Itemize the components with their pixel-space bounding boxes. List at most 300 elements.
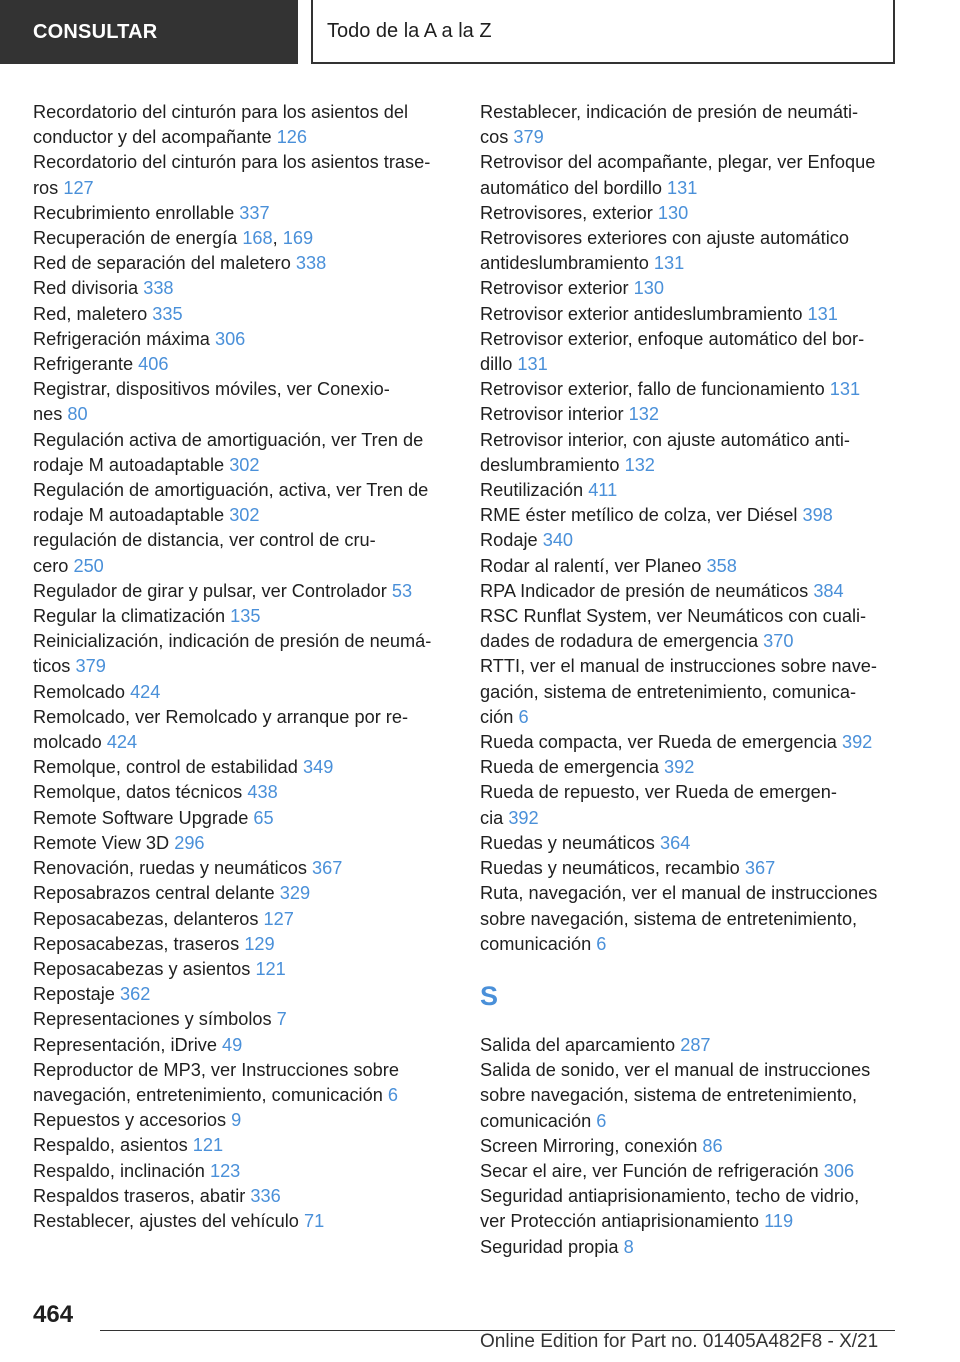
index-entry-text: RSC Runflat System, ver Neumáticos con cuali- bbox=[480, 606, 867, 627]
index-entry-text: Salida de sonido, ver el manual de instrucciones bbox=[480, 1060, 871, 1081]
index-entry-text: Retrovisor interior bbox=[480, 404, 624, 425]
index-entry-line bbox=[480, 1109, 900, 1134]
index-entry bbox=[33, 1159, 463, 1184]
index-entry-text: comunicación bbox=[480, 1110, 592, 1131]
index-entry-text: sobre navegación, sistema de entretenimiento, bbox=[480, 908, 858, 929]
page-reference-link[interactable]: 340 bbox=[542, 530, 574, 551]
index-entry-line bbox=[480, 478, 900, 503]
index-entry bbox=[33, 150, 463, 200]
index-entry-text: Retrovisores exteriores con ajuste automático bbox=[480, 228, 849, 249]
index-entry-text: Retrovisor del acompañante, plegar, ver Enfoque bbox=[480, 152, 876, 173]
index-entry-text: Ruedas y neumáticos bbox=[480, 832, 655, 853]
index-entry-line bbox=[33, 402, 463, 427]
index-entry-text: dillo bbox=[480, 354, 513, 375]
page-reference-link[interactable]: 306 bbox=[823, 1160, 855, 1181]
section-letter: S bbox=[480, 980, 499, 1011]
index-entry bbox=[33, 1108, 463, 1133]
index-entry-text: Red divisoria bbox=[33, 278, 139, 299]
page-reference-link[interactable]: 126 bbox=[276, 127, 308, 148]
index-entry-text: Respaldos traseros, abatir bbox=[33, 1185, 246, 1206]
page-reference-link[interactable]: 287 bbox=[680, 1034, 711, 1055]
index-entry-text: Salida del aparcamiento bbox=[480, 1034, 676, 1055]
index-entry-text: Rodar al ralentí, ver Planeo bbox=[480, 555, 702, 576]
page-reference-link[interactable]: 302 bbox=[229, 505, 260, 526]
page-reference-link[interactable]: 132 bbox=[624, 454, 655, 475]
index-entry-line bbox=[480, 352, 900, 377]
index-entry-line bbox=[33, 327, 463, 352]
index-entry-text: ros bbox=[33, 177, 59, 198]
index-entry-text: antideslumbramiento bbox=[480, 253, 649, 274]
page-reference-link[interactable]: 358 bbox=[706, 555, 737, 576]
index-entry-line bbox=[33, 730, 463, 755]
index-entry-line bbox=[33, 1033, 463, 1058]
index-entry-text: Renovación, ruedas y neumáticos bbox=[33, 858, 307, 879]
index-entry-text: ción bbox=[480, 706, 514, 727]
index-entry-text: Remolque, datos técnicos bbox=[33, 782, 243, 803]
page-reference-link[interactable]: 338 bbox=[143, 278, 174, 299]
index-entry bbox=[480, 1033, 900, 1058]
index-entry-line bbox=[480, 1209, 900, 1234]
index-entry bbox=[480, 730, 900, 755]
index-entry-line bbox=[33, 1133, 463, 1158]
index-entry-text: cos bbox=[480, 127, 509, 148]
page-reference-link[interactable]: 438 bbox=[247, 782, 278, 803]
index-entry-text: RTTI, ver el manual de instrucciones sobre nave- bbox=[480, 656, 877, 677]
index-entry-line bbox=[480, 377, 900, 402]
page-reference-link[interactable]: 302 bbox=[229, 454, 260, 475]
page-reference-link[interactable]: 131 bbox=[807, 303, 838, 324]
index-entry bbox=[33, 680, 463, 705]
index-entry-line bbox=[33, 1007, 463, 1032]
index-group-r bbox=[480, 100, 900, 957]
index-entry bbox=[33, 302, 463, 327]
index-entry bbox=[480, 327, 900, 377]
page-reference-link[interactable]: 424 bbox=[106, 732, 138, 753]
index-entry-text: Recordatorio del cinturón para los asientos del bbox=[33, 102, 409, 122]
index-entry-line bbox=[33, 1058, 463, 1083]
index-entry-line bbox=[33, 982, 463, 1007]
index-entry bbox=[480, 402, 900, 427]
index-entry bbox=[33, 251, 463, 276]
index-entry-line bbox=[480, 604, 900, 629]
index-entry bbox=[33, 100, 463, 150]
index-column-right bbox=[480, 100, 900, 1260]
index-entry bbox=[33, 932, 463, 957]
index-entry-line bbox=[480, 780, 900, 805]
index-entry-line bbox=[480, 1235, 900, 1260]
index-entry bbox=[480, 579, 900, 604]
page-reference-link[interactable]: 119 bbox=[764, 1211, 794, 1232]
index-entry-line bbox=[480, 554, 900, 579]
index-entry bbox=[480, 201, 900, 226]
index-entry bbox=[33, 1133, 463, 1158]
page-reference-link[interactable]: 364 bbox=[659, 832, 691, 853]
index-entry-text: Screen Mirroring, conexión bbox=[480, 1135, 698, 1156]
index-entry bbox=[33, 604, 463, 629]
page-reference-link[interactable]: 6 bbox=[518, 706, 529, 727]
index-entry-text: nes bbox=[33, 404, 63, 425]
index-entry bbox=[480, 1184, 900, 1234]
page-reference-link[interactable]: 129 bbox=[244, 933, 275, 954]
index-entry-line bbox=[480, 1033, 900, 1058]
index-entry-text: navegación, entretenimiento, comunicación bbox=[33, 1084, 383, 1105]
index-entry-line bbox=[480, 579, 900, 604]
index-entry-line bbox=[33, 554, 463, 579]
page-reference-link[interactable]: 49 bbox=[222, 1034, 243, 1055]
index-entry-text: Retrovisor exterior antideslumbramiento bbox=[480, 303, 803, 324]
index-entry bbox=[33, 907, 463, 932]
index-entry-line bbox=[33, 680, 463, 705]
index-entry bbox=[33, 579, 463, 604]
index-entry-text: Reposacabezas, delanteros bbox=[33, 908, 259, 929]
index-entry-line bbox=[480, 1184, 900, 1209]
index-entry-line bbox=[480, 176, 900, 201]
index-entry-line bbox=[33, 806, 463, 831]
index-entry-text: Repuestos y accesorios bbox=[33, 1110, 227, 1131]
page-reference-link[interactable]: 336 bbox=[250, 1185, 281, 1206]
index-entry-text: Ruedas y neumáticos, recambio bbox=[480, 858, 740, 879]
index-entry bbox=[33, 201, 463, 226]
index-entry-text: Retrovisores, exterior bbox=[480, 202, 653, 223]
index-entry-line bbox=[33, 302, 463, 327]
page-reference-link[interactable]: 131 bbox=[517, 354, 548, 375]
index-entry-text: Retrovisor exterior, enfoque automático del bor- bbox=[480, 328, 865, 349]
index-entry bbox=[33, 1058, 463, 1108]
index-entry bbox=[480, 100, 900, 150]
index-entry-text: Secar el aire, ver Función de refrigeración bbox=[480, 1160, 819, 1181]
index-entry bbox=[480, 831, 900, 856]
index-entry-line bbox=[33, 428, 463, 453]
index-entry-line bbox=[480, 806, 900, 831]
index-entry-text: cia bbox=[480, 807, 504, 828]
index-entry-text: Restablecer, indicación de presión de neumáti- bbox=[480, 102, 859, 122]
index-entry-text: Red, maletero bbox=[33, 303, 148, 324]
page-reference-link[interactable]: 362 bbox=[119, 984, 151, 1005]
index-entry bbox=[33, 1209, 463, 1234]
page-reference-link[interactable]: 411 bbox=[588, 480, 618, 501]
index-entry-text: Remolque, control de estabilidad bbox=[33, 757, 298, 778]
index-entry-line bbox=[33, 604, 463, 629]
index-entry bbox=[33, 377, 463, 427]
index-entry-line bbox=[480, 428, 900, 453]
page-reference-link[interactable]: 132 bbox=[628, 404, 659, 425]
index-entry bbox=[33, 478, 463, 528]
page-number: 464 bbox=[33, 1301, 74, 1328]
page-reference-link[interactable]: 379 bbox=[513, 127, 544, 148]
index-entry-text: Reposabrazos central delante bbox=[33, 883, 275, 904]
index-entry bbox=[480, 755, 900, 780]
index-entry-line bbox=[480, 1134, 900, 1159]
index-entry-text: Remolcado bbox=[33, 681, 125, 702]
page-reference-link[interactable]: 349 bbox=[302, 757, 334, 778]
index-entry-text: Recuperación de energía bbox=[33, 228, 238, 249]
page-reference-link[interactable]: 86 bbox=[702, 1135, 723, 1156]
page-reference-link[interactable]: 367 bbox=[744, 858, 776, 879]
page-reference-link[interactable]: 131 bbox=[667, 177, 698, 198]
index-entry bbox=[33, 831, 463, 856]
index-entry-text: Restablecer, ajustes del vehículo bbox=[33, 1210, 299, 1231]
index-entry bbox=[480, 554, 900, 579]
page-reference-link[interactable]: 335 bbox=[152, 303, 183, 324]
index-entry-line bbox=[480, 654, 900, 679]
index-entry-text: Refrigerante bbox=[33, 354, 134, 375]
index-entry-line bbox=[480, 705, 900, 730]
index-entry bbox=[480, 780, 900, 830]
index-entry bbox=[33, 806, 463, 831]
index-entry-line bbox=[480, 1058, 900, 1083]
index-entry-text: regulación de distancia, ver control de cru- bbox=[33, 530, 376, 551]
index-entry-text: Red de separación del maletero bbox=[33, 253, 291, 274]
index-entry-text: rodaje M autoadaptable bbox=[33, 505, 225, 526]
index-entry bbox=[480, 654, 900, 730]
page-reference-link[interactable]: 370 bbox=[763, 631, 794, 652]
page-reference-link[interactable]: 7 bbox=[276, 1009, 287, 1030]
page-reference-link[interactable]: 6 bbox=[387, 1084, 399, 1105]
index-entry-line bbox=[33, 503, 463, 528]
index-entry bbox=[480, 1235, 900, 1260]
page-reference-link[interactable]: 123 bbox=[209, 1160, 241, 1181]
index-entry-text: Recordatorio del cinturón para los asientos trase- bbox=[33, 152, 431, 173]
page-reference-link[interactable]: 168 bbox=[242, 228, 273, 249]
index-entry-line bbox=[33, 629, 463, 654]
index-entry-line bbox=[33, 856, 463, 881]
index-entry bbox=[480, 528, 900, 553]
index-entry-line bbox=[33, 1083, 463, 1108]
index-entry bbox=[480, 377, 900, 402]
index-entry-line bbox=[480, 226, 900, 251]
page-reference-link[interactable]: 250 bbox=[73, 555, 104, 576]
index-entry-text: Respaldo, inclinación bbox=[33, 1160, 205, 1181]
page-reference-link[interactable]: 392 bbox=[664, 757, 695, 778]
index-entry-text: Regulación de amortiguación, activa, ver Tren de bbox=[33, 480, 429, 501]
index-entry-text: Remolcado, ver Remolcado y arranque por re- bbox=[33, 706, 409, 727]
page-reference-link[interactable]: 121 bbox=[192, 1135, 224, 1156]
index-entry-line bbox=[33, 705, 463, 730]
index-entry-text: cero bbox=[33, 555, 69, 576]
index-entry-line bbox=[480, 327, 900, 352]
page-reference-link[interactable]: 80 bbox=[67, 404, 88, 425]
index-entry-line bbox=[480, 201, 900, 226]
index-entry-line bbox=[480, 856, 900, 881]
index-entry-text: Seguridad antiaprisionamiento, techo de vidrio, bbox=[480, 1186, 860, 1207]
index-entry-line bbox=[33, 150, 463, 175]
page-reference-link[interactable]: 130 bbox=[657, 202, 689, 223]
index-entry-text: Rueda de emergencia bbox=[480, 757, 659, 778]
index-entry-line bbox=[33, 176, 463, 201]
page-reference-link[interactable]: 71 bbox=[303, 1210, 325, 1231]
index-entry bbox=[33, 352, 463, 377]
index-entry-line: Recuperación de energía 168, 169 bbox=[33, 228, 314, 249]
page-reference-link[interactable]: 127 bbox=[263, 908, 294, 929]
index-entry bbox=[33, 957, 463, 982]
edition-note: Online Edition for Part no. 01405A482F8 - X/21 bbox=[480, 1331, 879, 1352]
index-entry-line bbox=[480, 881, 900, 906]
index-entry-text: Remote View 3D bbox=[33, 832, 170, 853]
index-entry-line bbox=[480, 1159, 900, 1184]
index-entry-text: Regulación activa de amortiguación, ver Tren de bbox=[33, 429, 424, 450]
page-reference-link[interactable]: 6 bbox=[596, 933, 607, 954]
index-entry-text: ver Protección antiaprisionamiento bbox=[480, 1211, 760, 1232]
index-entry-line bbox=[33, 276, 463, 301]
index-column-left bbox=[33, 100, 463, 1234]
index-entry-line bbox=[480, 755, 900, 780]
page-reference-link[interactable]: 392 bbox=[508, 807, 539, 828]
index-entry-text: Retrovisor exterior bbox=[480, 278, 629, 299]
index-entry bbox=[33, 705, 463, 755]
index-entry-text: RPA Indicador de presión de neumáticos bbox=[480, 580, 809, 601]
index-entry bbox=[480, 1134, 900, 1159]
page-reference-link[interactable]: 337 bbox=[239, 202, 270, 223]
index-entry bbox=[480, 302, 900, 327]
index-entry bbox=[33, 226, 463, 251]
index-entry bbox=[480, 1159, 900, 1184]
index-entry-text: Retrovisor exterior, fallo de funcionamiento bbox=[480, 379, 825, 400]
index-entry-line bbox=[480, 907, 900, 932]
index-entry bbox=[33, 755, 463, 780]
index-entry-line bbox=[480, 528, 900, 553]
index-entry-text: rodaje M autoadaptable bbox=[33, 454, 225, 475]
index-entry-line bbox=[33, 654, 463, 679]
index-entry-text: Rueda compacta, ver Rueda de emergencia bbox=[480, 732, 837, 753]
index-entry-text: Regulador de girar y pulsar, ver Controlador bbox=[33, 580, 387, 601]
index-entry bbox=[480, 428, 900, 478]
index-entry-line bbox=[33, 1209, 463, 1234]
page-reference-link[interactable]: 169 bbox=[282, 228, 314, 249]
index-entry-text: Reproductor de MP3, ver Instrucciones sobre bbox=[33, 1059, 399, 1080]
index-entry-text: Reinicialización, indicación de presión de neumá- bbox=[33, 631, 432, 652]
index-entry bbox=[33, 982, 463, 1007]
page-reference-link[interactable]: 130 bbox=[633, 278, 664, 299]
index-entry-text: Regular la climatización bbox=[33, 606, 226, 627]
index-entry-line bbox=[480, 503, 900, 528]
index-entry-text: Representaciones y símbolos bbox=[33, 1009, 272, 1030]
index-entry-text: Reposacabezas, traseros bbox=[33, 933, 240, 954]
index-entry-line bbox=[33, 755, 463, 780]
page-reference-link[interactable]: 6 bbox=[596, 1110, 607, 1131]
index-entry-line bbox=[480, 932, 900, 957]
index-entry-text: Seguridad propia bbox=[480, 1236, 619, 1257]
index-entry-line bbox=[480, 100, 900, 125]
page-reference-link[interactable]: 424 bbox=[130, 681, 161, 702]
index-entry bbox=[480, 881, 900, 957]
index-entry-text: Representación, iDrive bbox=[33, 1034, 217, 1055]
index-entry-text: Reutilización bbox=[480, 480, 584, 501]
index-entry bbox=[33, 780, 463, 805]
index-entry bbox=[33, 629, 463, 679]
page-reference-link[interactable]: 121 bbox=[255, 958, 286, 979]
index-entry bbox=[480, 276, 900, 301]
index-entry-line bbox=[33, 907, 463, 932]
page-reference-link[interactable]: 135 bbox=[230, 606, 261, 627]
page-reference-link[interactable]: 131 bbox=[829, 379, 861, 400]
index-entry-line bbox=[33, 100, 463, 125]
page-reference-link[interactable]: 398 bbox=[802, 505, 833, 526]
index-entry-text: Recubrimiento enrollable bbox=[33, 202, 235, 223]
index-entry-line bbox=[33, 932, 463, 957]
index-entry bbox=[33, 428, 463, 478]
index-entry-line bbox=[33, 453, 463, 478]
index-entry bbox=[480, 150, 900, 200]
index-entry bbox=[480, 1058, 900, 1134]
index-entry-text: Repostaje bbox=[33, 984, 115, 1005]
index-entry-line bbox=[33, 780, 463, 805]
index-entry-line bbox=[33, 377, 463, 402]
index-entry-line bbox=[33, 352, 463, 377]
index-entry bbox=[33, 276, 463, 301]
index-entry-line bbox=[480, 302, 900, 327]
page-reference-link[interactable]: 406 bbox=[138, 354, 169, 375]
page-reference-link[interactable]: 306 bbox=[214, 328, 246, 349]
index-entry-line bbox=[480, 150, 900, 175]
index-entry-text: sobre navegación, sistema de entretenimiento, bbox=[480, 1085, 858, 1106]
page-reference-link[interactable]: 9 bbox=[231, 1110, 242, 1131]
index-entry-line bbox=[480, 276, 900, 301]
index-entry-text: deslumbramiento bbox=[480, 454, 620, 475]
index-entry-text: ticos bbox=[33, 656, 71, 677]
index-group-s bbox=[480, 1033, 900, 1260]
index-entry-text: gación, sistema de entretenimiento, comunica- bbox=[480, 681, 857, 702]
index-entry bbox=[480, 503, 900, 528]
page-reference-link[interactable]: 329 bbox=[279, 883, 311, 904]
page-reference-link[interactable]: 384 bbox=[813, 580, 844, 601]
section-tab-consultar[interactable]: CONSULTAR bbox=[0, 0, 298, 64]
page-reference-link[interactable]: 379 bbox=[75, 656, 106, 677]
index-entry-line bbox=[480, 831, 900, 856]
index-entry-line bbox=[33, 251, 463, 276]
page-reference-link[interactable]: 65 bbox=[253, 807, 274, 828]
index-entry-line bbox=[480, 680, 900, 705]
page-reference-link[interactable]: 131 bbox=[653, 253, 685, 274]
index-entry bbox=[480, 226, 900, 276]
index-entry-line bbox=[33, 957, 463, 982]
index-entry-line bbox=[33, 1184, 463, 1209]
index-entry-text: dades de rodadura de emergencia bbox=[480, 631, 759, 652]
index-entry-line bbox=[33, 1108, 463, 1133]
page-reference-link[interactable]: 127 bbox=[63, 177, 94, 198]
index-entry-text: molcado bbox=[33, 732, 102, 753]
index-entry-line bbox=[33, 528, 463, 553]
index-entry bbox=[33, 528, 463, 578]
page-reference-link[interactable]: 8 bbox=[623, 1236, 634, 1257]
index-entry bbox=[33, 327, 463, 352]
page-reference-link[interactable]: 392 bbox=[841, 732, 873, 753]
index-entry-line bbox=[480, 1083, 900, 1108]
index-entry-line bbox=[480, 402, 900, 427]
page-reference-link[interactable]: 53 bbox=[391, 580, 413, 601]
index-entry bbox=[33, 1007, 463, 1032]
index-entry-line bbox=[480, 730, 900, 755]
index-entry bbox=[33, 881, 463, 906]
index-entry-text: Rodaje bbox=[480, 530, 538, 551]
page-reference-link[interactable]: 338 bbox=[295, 253, 327, 274]
index-entry-line bbox=[33, 201, 463, 226]
index-entry-line bbox=[480, 125, 900, 150]
index-entry-text: Refrigeración máxima bbox=[33, 328, 210, 349]
index-entry-line bbox=[33, 1159, 463, 1184]
page-reference-link[interactable]: 296 bbox=[174, 832, 205, 853]
index-entry-text: automático del bordillo bbox=[480, 177, 662, 198]
index-entry-text: Rueda de repuesto, ver Rueda de emergen- bbox=[480, 782, 837, 803]
index-entry-line bbox=[480, 629, 900, 654]
index-entry bbox=[33, 1033, 463, 1058]
index-entry-line bbox=[33, 478, 463, 503]
index-entry bbox=[480, 604, 900, 654]
index-entry-line bbox=[33, 579, 463, 604]
index-entry bbox=[33, 856, 463, 881]
index-entry-text: Remote Software Upgrade bbox=[33, 807, 249, 828]
page-reference-link[interactable]: 367 bbox=[312, 858, 343, 879]
index-entry-text: RME éster metílico de colza, ver Diésel bbox=[480, 505, 798, 526]
